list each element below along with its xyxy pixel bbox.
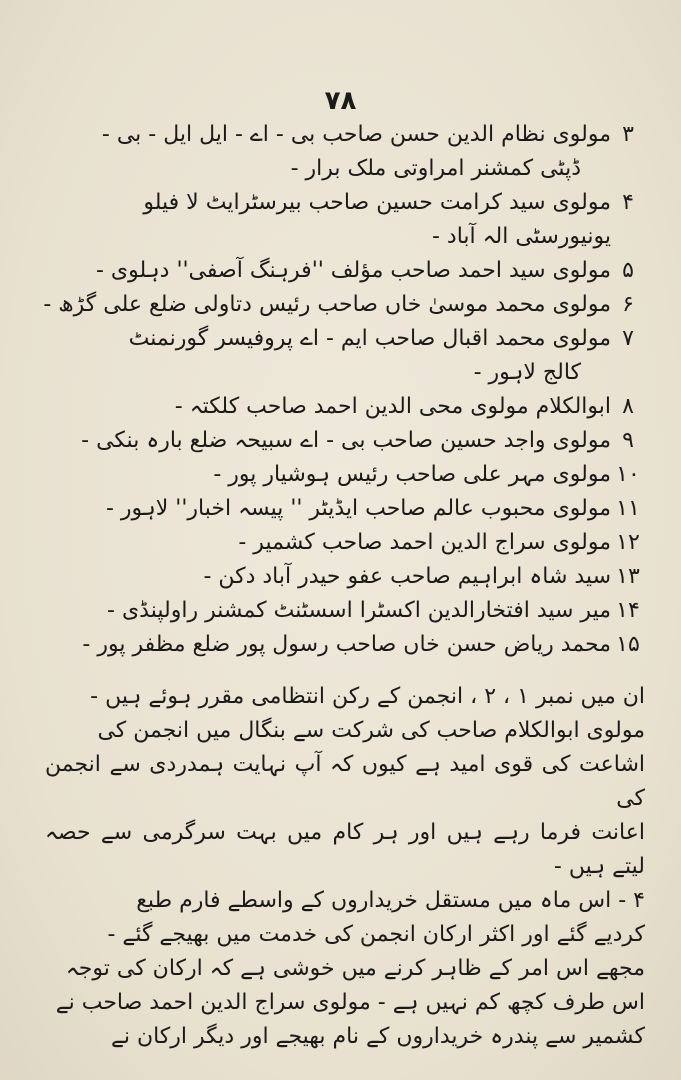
members-list <box>45 118 645 662</box>
list-item <box>45 118 645 186</box>
list-item <box>45 560 645 594</box>
body-text <box>45 680 645 1054</box>
item-number: ۸ <box>622 394 634 419</box>
item-text <box>45 458 611 492</box>
item-text <box>45 254 611 288</box>
item-line: مولوی محبوب عالم صاحب ایڈیٹر '' پیسہ اخبار'' لاہور - <box>105 496 611 521</box>
paragraph-line: اس طرف کچھ کم نہیں ہے - مولوی سراج الدین احمد صاحب نے <box>55 990 645 1015</box>
list-item <box>45 390 645 424</box>
item-line: یونیورسٹی الہ آباد - <box>431 224 611 249</box>
paragraph-line: ان میں نمبر ۱ ، ۲ ، انجمن کے رکن انتظامی مقرر ہوئے ہیں - <box>90 684 645 709</box>
item-number: ۵ <box>622 258 634 283</box>
item-line: مولوی سراج الدین احمد صاحب کشمیر - <box>238 530 611 555</box>
item-text <box>45 390 611 424</box>
item-number: ۴ <box>622 190 634 215</box>
item-number: ۷ <box>622 326 634 351</box>
item-line: میر سید افتخارالدین اکسٹرا اسسٹنٹ کمشنر راولپنڈی - <box>107 598 611 623</box>
item-number: ۹ <box>622 428 634 453</box>
paragraph-line: اعانت فرما رہے ہیں اور ہر کام میں بہت سرگرمی سے حصہ لیتے ہیں - <box>45 820 645 879</box>
item-line: محمد ریاض حسن خاں صاحب رسول پور ضلع مظفر پور - <box>82 632 611 657</box>
item-text <box>45 628 611 662</box>
item-line: مولوی سید احمد صاحب مؤلف ''فرہنگ آصفی'' دہلوی - <box>95 258 611 283</box>
item-number: ۱۴ <box>616 598 640 623</box>
page-number: ۷۸ <box>324 86 357 116</box>
item-text <box>45 594 611 628</box>
list-item <box>45 186 645 254</box>
item-text <box>45 560 611 594</box>
list-item <box>45 526 645 560</box>
list-item <box>45 254 645 288</box>
paragraph-line: ۴ - اس ماہ میں مستقل خریداروں کے واسطے فارم طبع <box>136 888 645 913</box>
paragraph-line: کردیے گئے اور اکثر ارکان انجمن کی خدمت میں بھیجے گئے - <box>107 922 645 947</box>
list-item <box>45 322 645 390</box>
item-text <box>45 186 611 254</box>
item-number: ۳ <box>622 122 634 147</box>
item-text <box>45 424 611 458</box>
item-number: ۱۲ <box>616 530 640 555</box>
item-number: ۱۰ <box>616 462 640 487</box>
item-text <box>43 288 611 322</box>
item-text <box>45 526 611 560</box>
item-line: ڈپٹی کمشنر امراوتی ملک برار - <box>290 156 581 181</box>
item-text <box>45 322 611 390</box>
item-line: مولوی واجد حسین صاحب بی - اے سبیحہ ضلع بارہ بنکی - <box>81 428 611 453</box>
list-item <box>45 288 645 322</box>
item-line: سید شاہ ابراہیم صاحب عفو حیدر آباد دکن - <box>203 564 611 589</box>
item-text <box>45 118 611 186</box>
list-item <box>45 594 645 628</box>
item-number: ۱۳ <box>616 564 640 589</box>
item-line: مولوی مہر علی صاحب رئیس ہوشیار پور - <box>213 462 611 487</box>
item-number: ۶ <box>622 292 634 317</box>
item-number: ۱۵ <box>616 632 640 657</box>
paragraph-line: مجھے اس امر کے ظاہر کرنے میں خوشی ہے کہ ارکان کی توجہ <box>65 956 645 981</box>
item-number: ۱۱ <box>616 496 640 521</box>
paragraph-line: کشمیر سے پندرہ خریداروں کے نام بھیجے اور دیگر ارکان نے <box>110 1024 645 1049</box>
item-line: ابوالکلام مولوی محی الدین احمد صاحب کلکتہ - <box>174 394 611 419</box>
list-item <box>45 424 645 458</box>
list-item <box>45 628 645 662</box>
item-line: مولوی محمد موسیٰ خاں صاحب رئیس دتاولی ضلع علی گڑھ - <box>43 292 611 317</box>
item-line: مولوی نظام الدین حسن صاحب بی - اے - ایل ایل - بی - <box>101 122 611 147</box>
item-line: مولوی سید کرامت حسین صاحب بیرسٹرایٹ لا فیلو <box>143 190 611 215</box>
list-item <box>45 458 645 492</box>
item-line: کالج لاہور - <box>473 360 581 385</box>
list-item <box>45 492 645 526</box>
paragraph-line: مولوی ابوالکلام صاحب کی شرکت سے بنگال میں انجمن کی <box>97 718 645 743</box>
item-text <box>45 492 611 526</box>
paragraph-line: اشاعت کی قوی امید ہے کیوں کہ آپ نہایت ہمدردی سے انجمن کی <box>45 752 645 811</box>
item-line: مولوی محمد اقبال صاحب ایم - اے پروفیسر گورنمنٹ <box>128 326 611 351</box>
